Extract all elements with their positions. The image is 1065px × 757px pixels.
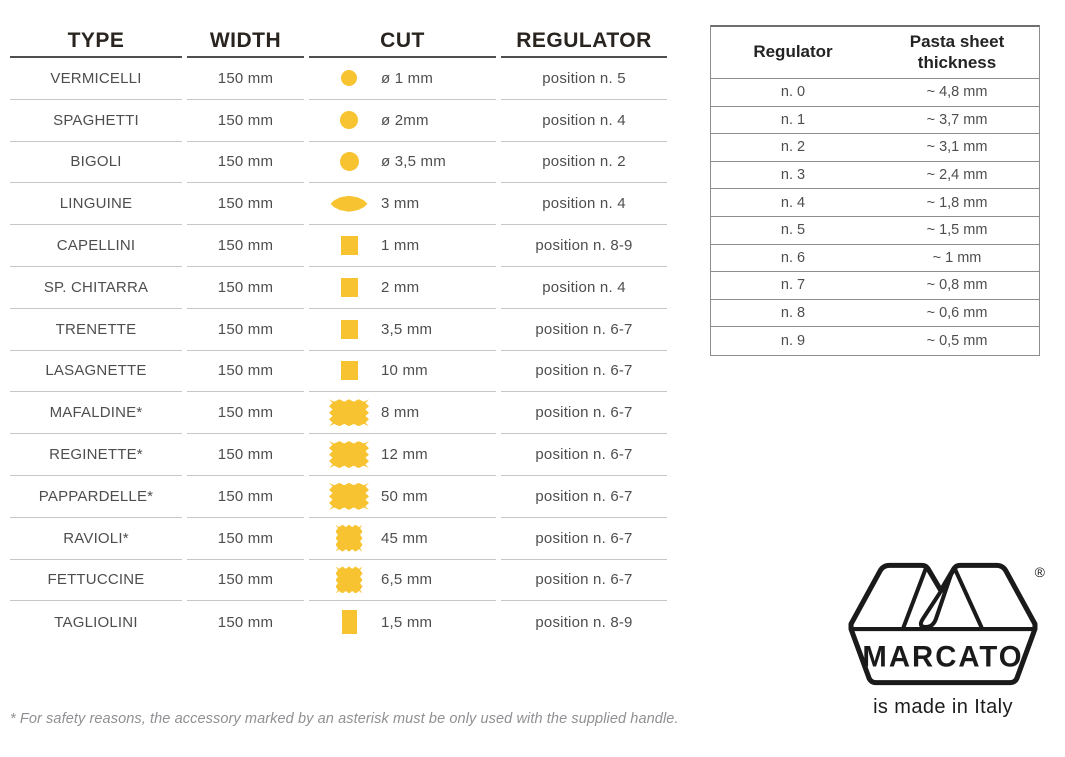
table-row xyxy=(10,351,667,393)
pasta-shape-icon xyxy=(327,320,371,339)
pasta-shape-icon xyxy=(327,111,371,129)
pasta-regulator: position n. 4 xyxy=(501,100,667,142)
pasta-regulator: position n. 8-9 xyxy=(501,225,667,267)
pasta-cut xyxy=(309,518,496,560)
logo-tagline: is made in Italy xyxy=(873,696,1013,718)
sheet-thickness: ~ 1,5 mm xyxy=(926,222,988,239)
pasta-shape-icon xyxy=(327,441,371,468)
regulator-position: n. 8 xyxy=(780,305,806,322)
regulator-position: n. 4 xyxy=(780,194,806,211)
pasta-width: 150 mm xyxy=(187,100,304,142)
thickness-row xyxy=(711,134,1039,162)
cut-value: 8 mm xyxy=(381,404,420,422)
table-row xyxy=(10,434,667,476)
pasta-type: SP. CHITARRA xyxy=(10,267,182,309)
pasta-type: PAPPARDELLE* xyxy=(10,476,182,518)
regulator-position: n. 1 xyxy=(780,111,806,128)
pasta-cut xyxy=(309,183,496,225)
pasta-regulator: position n. 6-7 xyxy=(501,351,667,393)
cut-value: ø 1 mm xyxy=(381,69,434,87)
pasta-type: REGINETTE* xyxy=(10,434,182,476)
pasta-width: 150 mm xyxy=(187,58,304,100)
pasta-cut xyxy=(309,100,496,142)
thickness-header-sheet xyxy=(875,27,1039,78)
regulator-position: n. 7 xyxy=(780,277,806,294)
pasta-width: 150 mm xyxy=(187,434,304,476)
sheet-thickness: ~ 4,8 mm xyxy=(926,84,988,101)
pasta-cut xyxy=(309,351,496,393)
sheet-thickness: ~ 0,5 mm xyxy=(926,333,988,350)
pasta-regulator: position n. 8-9 xyxy=(535,613,633,631)
safety-footnote: * For safety reasons, the accessory marked by an asterisk must be only used with the supplied handle. xyxy=(10,711,679,727)
pasta-width: 150 mm xyxy=(187,392,304,434)
pasta-regulator: position n. 6-7 xyxy=(501,392,667,434)
cut-value: 2 mm xyxy=(381,278,420,296)
cut-value: 3,5 mm xyxy=(381,320,433,338)
table-row xyxy=(10,392,667,434)
pasta-width: 150 mm xyxy=(187,142,304,184)
pasta-width: 150 mm xyxy=(187,183,304,225)
column-header-regulator: REGULATOR xyxy=(501,25,667,58)
pasta-shape-icon xyxy=(327,525,371,552)
pasta-cut xyxy=(309,309,496,351)
cut-value: 10 mm xyxy=(381,362,428,380)
cut-value: 1 mm xyxy=(381,237,420,255)
pasta-cut xyxy=(309,601,496,643)
thickness-row xyxy=(711,272,1039,300)
table-row xyxy=(10,100,667,142)
marcato-logo xyxy=(845,562,1045,719)
pasta-cut xyxy=(309,58,496,100)
pasta-shape-icon xyxy=(327,483,371,510)
pasta-cut xyxy=(309,267,496,309)
regulator-position: n. 5 xyxy=(780,222,806,239)
pasta-cut xyxy=(309,392,496,434)
thickness-row xyxy=(711,107,1039,135)
pasta-shape-icon xyxy=(327,278,371,297)
pasta-type: LINGUINE xyxy=(10,183,182,225)
thickness-header-regulator xyxy=(711,27,875,78)
cut-value: ø 3,5 mm xyxy=(381,153,446,171)
cut-value: 45 mm xyxy=(381,529,428,547)
regulator-position: n. 9 xyxy=(780,333,806,350)
pasta-regulator: position n. 2 xyxy=(501,142,667,184)
marcato-brand-text: MARCATO xyxy=(862,640,1024,674)
pasta-regulator: position n. 6-7 xyxy=(501,434,667,476)
pasta-type: MAFALDINE* xyxy=(10,392,182,434)
pasta-type: TAGLIOLINI xyxy=(54,613,138,631)
pasta-type: LASAGNETTE xyxy=(10,351,182,393)
pasta-type: CAPELLINI xyxy=(10,225,182,267)
thickness-row xyxy=(711,300,1039,328)
pasta-regulator: position n. 6-7 xyxy=(501,309,667,351)
thickness-row xyxy=(711,245,1039,273)
pasta-cut-table xyxy=(10,25,667,643)
regulator-position: n. 3 xyxy=(780,167,806,184)
pasta-shape-icon xyxy=(327,70,371,86)
thickness-row xyxy=(711,162,1039,190)
sheet-thickness: ~ 1 mm xyxy=(932,249,982,266)
pasta-shape-icon xyxy=(327,361,371,380)
regulator-position: n. 0 xyxy=(780,84,806,101)
pasta-type: BIGOLI xyxy=(10,142,182,184)
table-row xyxy=(10,142,667,184)
sheet-thickness: ~ 0,8 mm xyxy=(926,277,988,294)
pasta-regulator: position n. 4 xyxy=(501,267,667,309)
table-row xyxy=(10,225,667,267)
pasta-shape-icon xyxy=(327,399,371,426)
column-header-width: WIDTH xyxy=(187,25,304,58)
column-header-cut: CUT xyxy=(309,25,496,58)
thickness-row xyxy=(711,327,1039,355)
pasta-shape-icon xyxy=(327,566,371,593)
table-header-row xyxy=(10,25,667,58)
sheet-thickness: ~ 3,1 mm xyxy=(926,139,988,156)
thickness-header-regulator-label: Regulator xyxy=(753,42,833,62)
pasta-width: 150 mm xyxy=(187,476,304,518)
cut-value: ø 2mm xyxy=(381,111,429,129)
pasta-cut xyxy=(309,476,496,518)
pasta-width: 150 mm xyxy=(187,309,304,351)
pasta-cut xyxy=(309,142,496,184)
pasta-cut xyxy=(309,560,496,602)
thickness-row xyxy=(711,79,1039,107)
registered-trademark-icon: ® xyxy=(1034,564,1045,580)
cut-value: 6,5 mm xyxy=(381,571,433,589)
sheet-thickness: ~ 3,7 mm xyxy=(926,111,988,128)
pasta-type: SPAGHETTI xyxy=(10,100,182,142)
table-row xyxy=(10,518,667,560)
pasta-shape-icon xyxy=(327,236,371,255)
pasta-type: RAVIOLI* xyxy=(10,518,182,560)
regulator-position: n. 6 xyxy=(780,249,806,266)
pasta-regulator: position n. 6-7 xyxy=(501,518,667,560)
pasta-width: 150 mm xyxy=(187,351,304,393)
table-row xyxy=(10,476,667,518)
pasta-sheet-thickness-table xyxy=(710,25,1040,356)
pasta-width: 150 mm xyxy=(187,267,304,309)
thickness-row xyxy=(711,189,1039,217)
pasta-width: 150 mm xyxy=(187,560,304,602)
pasta-shape-icon xyxy=(327,196,371,212)
pasta-type: VERMICELLI xyxy=(10,58,182,100)
pasta-regulator: position n. 6-7 xyxy=(501,560,667,602)
pasta-width: 150 mm xyxy=(187,518,304,560)
pasta-cut xyxy=(309,434,496,476)
table-row xyxy=(10,267,667,309)
thickness-header-row xyxy=(711,27,1039,79)
regulator-position: n. 2 xyxy=(780,139,806,156)
table-row xyxy=(10,601,667,643)
sheet-thickness: ~ 2,4 mm xyxy=(926,167,988,184)
sheet-thickness: ~ 0,6 mm xyxy=(926,305,988,322)
pasta-type: TRENETTE xyxy=(10,309,182,351)
pasta-shape-icon xyxy=(327,152,371,171)
cut-value: 12 mm xyxy=(381,446,428,464)
pasta-type: FETTUCCINE xyxy=(10,560,182,602)
cut-value: 50 mm xyxy=(381,487,428,505)
pasta-width: 150 mm xyxy=(217,613,274,631)
sheet-thickness: ~ 1,8 mm xyxy=(926,194,988,211)
pasta-regulator: position n. 4 xyxy=(501,183,667,225)
table-row xyxy=(10,183,667,225)
column-header-type: TYPE xyxy=(10,25,182,58)
thickness-header-sheet-label: Pasta sheet thickness xyxy=(909,32,1005,72)
table-row xyxy=(10,58,667,100)
pasta-width: 150 mm xyxy=(187,225,304,267)
pasta-shape-icon xyxy=(327,610,371,634)
pasta-regulator: position n. 6-7 xyxy=(501,476,667,518)
cut-value: 1,5 mm xyxy=(381,613,433,631)
pasta-regulator: position n. 5 xyxy=(501,58,667,100)
cut-value: 3 mm xyxy=(381,195,420,213)
table-row xyxy=(10,560,667,602)
thickness-row xyxy=(711,217,1039,245)
pasta-cut xyxy=(309,225,496,267)
table-row xyxy=(10,309,667,351)
marcato-badge-icon xyxy=(847,562,1039,686)
